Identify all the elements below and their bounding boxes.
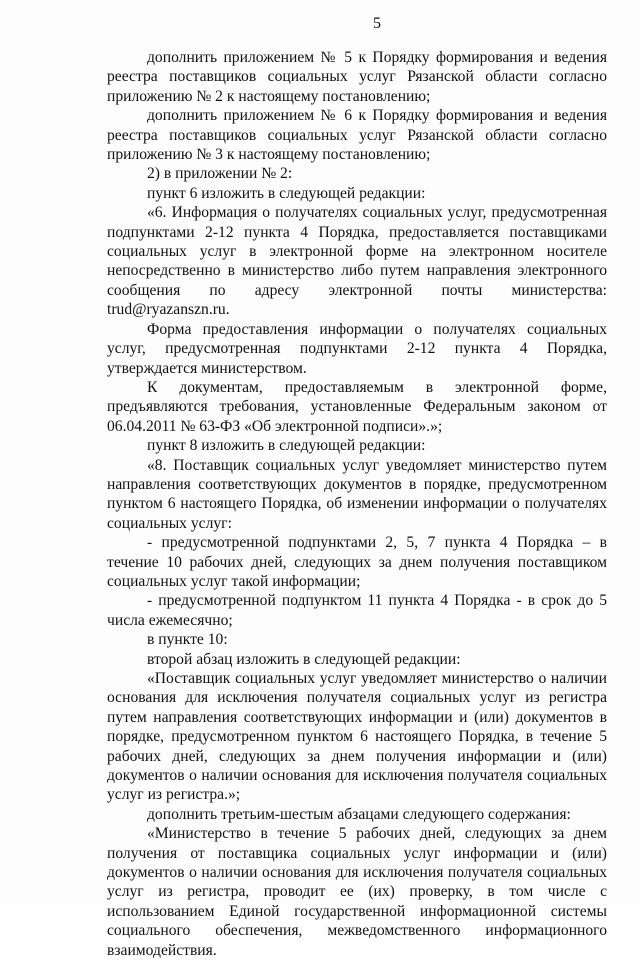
page-number: 5 (373, 15, 381, 32)
paragraph: дополнить третьим-шестым абзацами следующего содержания: (147, 805, 571, 823)
paragraph: - предусмотренной подпунктами 2, 5, 7 пункта 4 Порядка – в течение 10 рабочих дней, следующих за днем получения поставщиком социальных услуг такой информации; (107, 534, 607, 590)
paragraph: дополнить приложением № 5 к Порядку формирования и ведения реестра поставщиков социальных услуг Рязанской области согласно приложению № 2 к настоящему постановлению; (107, 49, 607, 105)
paragraph: «8. Поставщик социальных услуг уведомляет министерство путем направления соответствующих документов в порядке, предусмотренном пунктом 6 настоящего Порядка, об изменении информации о получателях социальных услуг: (107, 456, 607, 532)
paragraph: 2) в приложении № 2: (147, 165, 293, 183)
document-body (107, 48, 607, 960)
paragraph: К документам, предоставляемым в электронной форме, предъявляются требования, установленные Федеральным законом от 06.04.2011 № 63-ФЗ «Об электронной подписи».»; (107, 378, 607, 435)
paragraph: дополнить приложением № 6 к Порядку формирования и ведения реестра поставщиков социальных услуг Рязанской области согласно приложению № 3 к настоящему постановлению; (107, 107, 607, 164)
paragraph: пункт 6 изложить в следующей редакции: (147, 184, 426, 202)
paragraph: пункт 8 изложить в следующей редакции: (147, 437, 426, 455)
paragraph: «6. Информация о получателях социальных услуг, предусмотренная подпунктами 2-12 пункта 4 Порядка, предоставляется поставщиками социальных услуг в электронной форме на электронном носителе непосредственно в министерство либо путем направления электронного сообщения по адресу электронной почты министерства: trud@ryazanszn.ru. (107, 204, 607, 319)
paragraph: «Поставщик социальных услуг уведомляет министерство о наличии основания для исключения получателя социальных услуг из регистра путем направления соответствующих информации и (или) документов в порядке, предусмотренном пунктом 6 настоящего Порядка, в течение 5 рабочих дней, следующих за днем получения информации и (или) документов о наличии основания для исключения получателя социальных услуг из регистра.»; (107, 670, 607, 804)
paragraph: в пункте 10: (147, 631, 228, 649)
paragraph: Форма предоставления информации о получателях социальных услуг, предусмотренная подпунктами 2-12 пункта 4 Порядка, утверждается министерством. (107, 320, 607, 377)
paragraph: «Министерство в течение 5 рабочих дней, следующих за днем получения от поставщика социальных услуг информации и (или) документов о наличии основания для исключения получателя социальных услуг из регистра, проводит ее (их) проверку, в том числе с использованием Единой государственной информационной системы социального обеспечения, межведомственного информационного взаимодействия. (107, 825, 607, 959)
paragraph: - предусмотренной подпунктом 11 пункта 4 Порядка - в срок до 5 числа ежемесячно; (107, 592, 607, 629)
paragraph: второй абзац изложить в следующей редакции: (147, 650, 461, 668)
